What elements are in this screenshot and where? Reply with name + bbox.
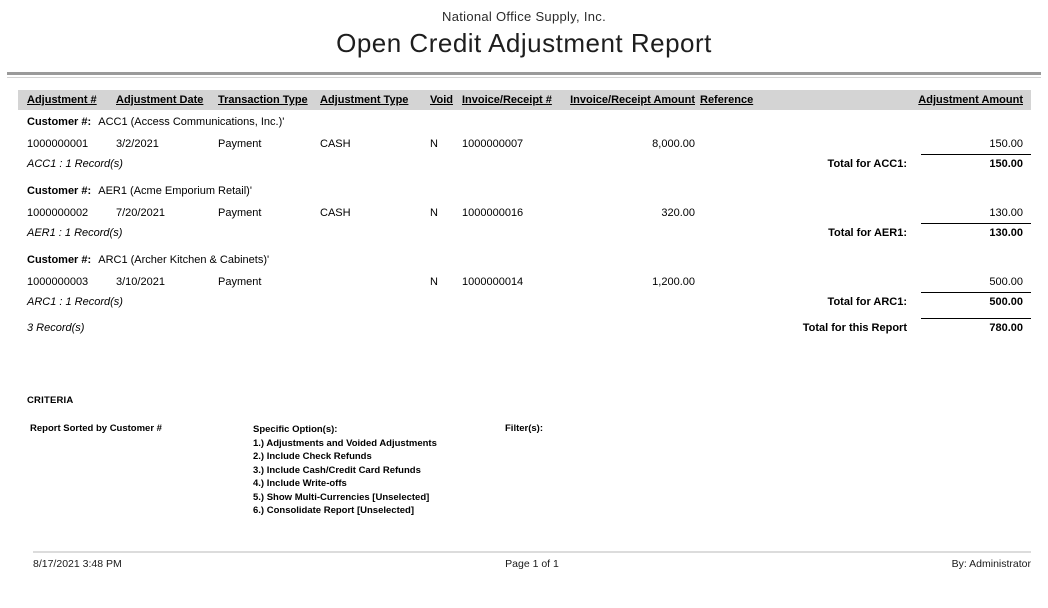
col-header-adjustment-amount: Adjustment Amount xyxy=(918,94,1023,106)
customer-header xyxy=(27,115,1048,129)
report-total-row xyxy=(27,318,1031,335)
table-header-row xyxy=(18,90,1031,110)
col-header-adjustment-date: Adjustment Date xyxy=(116,94,204,106)
company-name: National Office Supply, Inc. xyxy=(442,9,606,24)
customer-header xyxy=(27,253,1048,267)
cell-adjustment-date: 3/10/2021 xyxy=(116,276,165,288)
footer-timestamp: 8/17/2021 3:48 PM xyxy=(33,558,122,570)
cell-void: N xyxy=(430,276,438,288)
customer-record-count: ACC1 : 1 Record(s) xyxy=(27,158,123,170)
criteria-section xyxy=(30,423,1048,518)
col-header-transaction-type: Transaction Type xyxy=(218,94,308,106)
cell-adjustment-type: CASH xyxy=(320,207,351,219)
customer-number-label: Customer #: xyxy=(27,116,92,128)
col-header-reference: Reference xyxy=(700,94,754,106)
table-row xyxy=(27,137,1031,151)
customer-record-count: ARC1 : 1 Record(s) xyxy=(27,296,123,308)
cell-invoice-receipt-amount: 320.00 xyxy=(661,207,695,219)
cell-adjustment-number: 1000000001 xyxy=(27,138,89,150)
customer-total-label: Total for AER1: xyxy=(828,227,907,239)
customer-total-amount: 500.00 xyxy=(921,292,1031,309)
customer-group xyxy=(0,184,1048,240)
col-header-invoice-receipt-number: Invoice/Receipt # xyxy=(462,94,552,106)
criteria-sorted-by: Report Sorted by Customer # xyxy=(30,423,162,434)
footer-generated-by: By: Administrator xyxy=(951,558,1032,570)
cell-reference xyxy=(695,275,850,289)
criteria-option: 1.) Adjustments and Voided Adjustments xyxy=(253,437,437,449)
customer-record-count: AER1 : 1 Record(s) xyxy=(27,227,123,239)
col-header-adjustment-type: Adjustment Type xyxy=(320,94,409,106)
customer-total-row xyxy=(27,292,1031,309)
cell-invoice-receipt-amount: 8,000.00 xyxy=(652,138,695,150)
report-total-amount: 780.00 xyxy=(921,318,1031,335)
cell-adjustment-date: 7/20/2021 xyxy=(116,207,165,219)
col-header-invoice-receipt-amount: Invoice/Receipt Amount xyxy=(570,94,695,106)
criteria-option: 3.) Include Cash/Credit Card Refunds xyxy=(253,464,421,476)
criteria-options-column xyxy=(253,423,505,518)
customer-number-value: ACC1 (Access Communications, Inc.)' xyxy=(98,116,285,128)
cell-invoice-receipt-number: 1000000016 xyxy=(462,207,524,219)
cell-reference xyxy=(695,206,850,220)
criteria-option: 5.) Show Multi-Currencies [Unselected] xyxy=(253,491,430,503)
customer-total-row xyxy=(27,223,1031,240)
cell-adjustment-type: CASH xyxy=(320,138,351,150)
cell-transaction-type: Payment xyxy=(218,276,262,288)
cell-adjustment-amount: 150.00 xyxy=(989,138,1023,150)
customer-total-label: Total for ACC1: xyxy=(827,158,907,170)
criteria-option: 2.) Include Check Refunds xyxy=(253,451,372,462)
customer-number-value: AER1 (Acme Emporium Retail)' xyxy=(98,185,252,197)
cell-transaction-type: Payment xyxy=(218,207,262,219)
customer-header xyxy=(27,184,1048,198)
cell-adjustment-number: 1000000002 xyxy=(27,207,89,219)
customer-total-amount: 150.00 xyxy=(921,154,1031,171)
table-row xyxy=(27,275,1031,289)
report-title: Open Credit Adjustment Report xyxy=(336,28,712,58)
cell-reference xyxy=(695,137,850,151)
cell-invoice-receipt-number: 1000000014 xyxy=(462,276,524,288)
page-footer xyxy=(33,551,1031,570)
customer-group xyxy=(0,115,1048,171)
cell-adjustment-type xyxy=(320,275,430,289)
cell-transaction-type: Payment xyxy=(218,138,262,150)
cell-invoice-receipt-number: 1000000007 xyxy=(462,138,524,150)
cell-adjustment-amount: 130.00 xyxy=(989,207,1023,219)
customer-number-label: Customer #: xyxy=(27,185,92,197)
customer-total-amount: 130.00 xyxy=(921,223,1031,240)
col-header-void: Void xyxy=(430,94,454,106)
title-divider xyxy=(7,72,1041,78)
report-record-count: 3 Record(s) xyxy=(27,322,85,334)
criteria-heading: CRITERIA xyxy=(27,395,74,406)
cell-void: N xyxy=(430,207,438,219)
col-header-adjustment-number: Adjustment # xyxy=(27,94,97,106)
report-total-label: Total for this Report xyxy=(802,322,907,334)
customer-total-row xyxy=(27,154,1031,171)
cell-invoice-receipt-amount: 1,200.00 xyxy=(652,276,695,288)
criteria-option: 4.) Include Write-offs xyxy=(253,478,347,489)
cell-void: N xyxy=(430,138,438,150)
customer-number-label: Customer #: xyxy=(27,254,92,266)
criteria-option: 6.) Consolidate Report [Unselected] xyxy=(253,505,414,516)
customer-number-value: ARC1 (Archer Kitchen & Cabinets)' xyxy=(98,254,270,266)
customer-group xyxy=(0,253,1048,309)
footer-page-number: Page 1 of 1 xyxy=(505,558,559,570)
criteria-filters-label: Filter(s): xyxy=(505,423,543,434)
customer-total-label: Total for ARC1: xyxy=(827,296,907,308)
cell-adjustment-amount: 500.00 xyxy=(989,276,1023,288)
table-row xyxy=(27,206,1031,220)
criteria-options-label: Specific Option(s): xyxy=(253,424,338,435)
cell-adjustment-date: 3/2/2021 xyxy=(116,138,159,150)
cell-adjustment-number: 1000000003 xyxy=(27,276,89,288)
